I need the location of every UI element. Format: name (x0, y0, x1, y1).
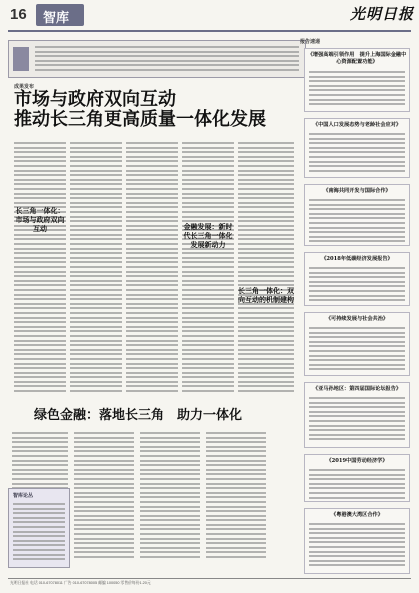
report-title: 《2019中国劳动经济学》 (326, 458, 388, 464)
report-title: 《南海共同开发与国际合作》 (323, 188, 391, 194)
second-column-0 (12, 432, 68, 492)
editor-note (8, 40, 306, 78)
lead-subhead-2: 金融发展：新时代长三角一体化发展新动力 (183, 222, 233, 249)
report-box-8 (304, 508, 410, 574)
report-box-6 (304, 382, 410, 448)
second-column-3 (206, 432, 266, 561)
report-box-3 (304, 184, 410, 246)
lead-kicker: 成果发布 (14, 84, 35, 90)
report-title: 《2018年低碳经济发展报告》 (321, 256, 393, 262)
lead-subhead-1: 长三角一体化：市场与政府双向互动 (15, 206, 65, 233)
second-column-1 (74, 432, 134, 561)
lead-title-line2: 推动长三角更高质量一体化发展 (14, 109, 266, 130)
lead-title-line1: 市场与政府双向互动 (14, 89, 176, 110)
report-title: 《中国人口发展态势与老龄社会应对》 (312, 122, 402, 128)
lead-subhead-3: 长三角一体化：双向互动的机制建构 (238, 286, 294, 304)
page-number: 16 (10, 6, 27, 23)
report-box-1 (304, 48, 410, 112)
ad-label: 智库论丛 (13, 493, 34, 499)
section-name: 智库 (43, 11, 70, 26)
editor-note-tag (13, 47, 29, 71)
report-box-7 (304, 454, 410, 502)
second-article-title: 绿色金融：落地长三角 助力一体化 (34, 408, 243, 423)
report-box-5 (304, 312, 410, 376)
lead-column-1 (14, 142, 66, 395)
report-title: 《亚马孙地区：第四届国际论坛报告》 (312, 386, 402, 392)
think-tank-ad (8, 488, 70, 568)
report-box-2 (304, 118, 410, 178)
report-title: 《增强高端引领作用 提升上海国际金融中心资源配置功能》 (307, 52, 407, 65)
section-tag (36, 4, 84, 26)
lead-column-2 (70, 142, 122, 395)
footer-text: 光明日报社 电话 010-67078011 广告 010-67078005 邮编 100050 零售价每份1.20元 (10, 581, 151, 585)
sidebar-kicker: 报告速递 (300, 39, 321, 45)
lead-column-3 (126, 142, 178, 395)
editor-note-text (35, 46, 299, 74)
masthead (0, 0, 419, 30)
report-box-4 (304, 252, 410, 306)
second-column-2 (140, 432, 200, 561)
lead-column-5 (238, 142, 294, 395)
page-footer (8, 578, 411, 589)
newspaper-logo: 光明日报 (350, 5, 415, 23)
lead-column-4 (182, 142, 234, 395)
report-title: 《可持续发展与社会共治》 (325, 316, 389, 322)
report-title: 《粤港澳大湾区合作》 (331, 512, 383, 518)
header-rule (8, 30, 411, 32)
